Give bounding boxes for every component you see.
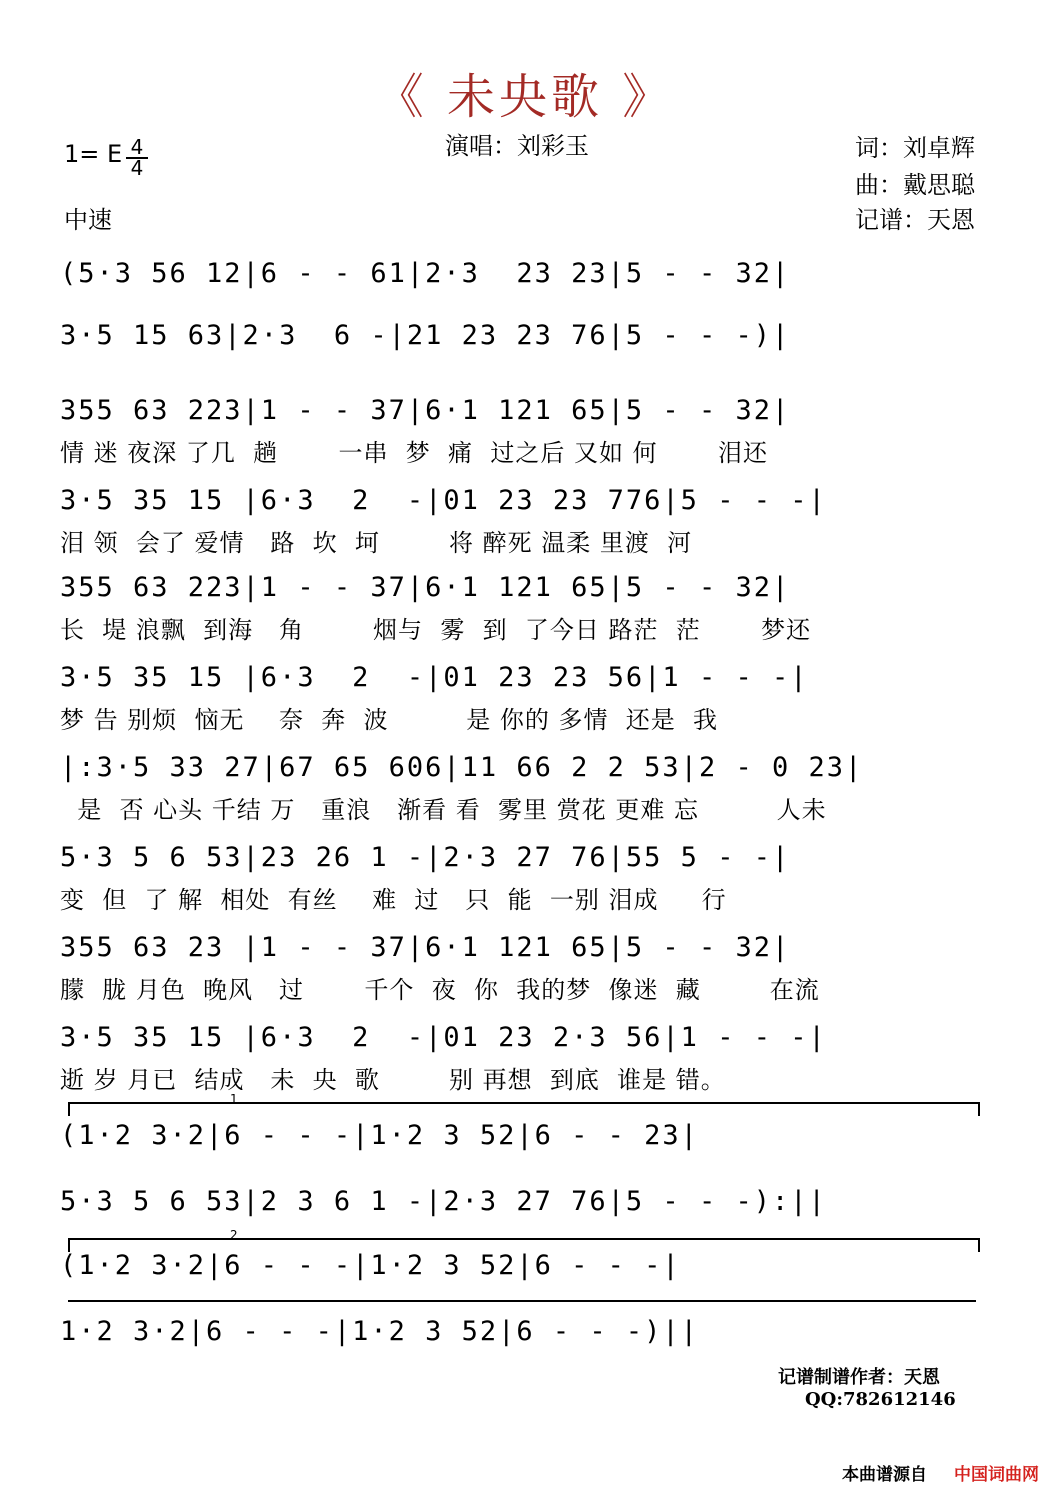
footer-credit: 记谱制谱作者：天恩 — [778, 1367, 940, 1388]
score-notes: 3·5 35 15 |6·3 2 -|01 23 23 56|1 - - -| — [60, 662, 809, 693]
song-title: 《 未央歌 》 — [375, 69, 675, 125]
score-row — [60, 1186, 990, 1246]
score-row — [60, 932, 990, 1004]
score-notes: 3·5 15 63|2·3 6 -|21 23 23 76|5 - - -)| — [60, 320, 791, 351]
score-notes: 355 63 23 |1 - - 37|6·1 121 65|5 - - 32| — [60, 932, 791, 963]
source-label: 本曲谱源自 — [842, 1465, 927, 1485]
score-notes: (1·2 3·2|6 - - -|1·2 3 52|6 - - -| — [60, 1250, 681, 1281]
volta-number-1: 1 — [230, 1092, 238, 1106]
volta-bracket-1 — [68, 1092, 980, 1116]
score-notes: 3·5 35 15 |6·3 2 -|01 23 23 776|5 - - -| — [60, 485, 827, 516]
score-row — [60, 1120, 990, 1180]
time-signature — [126, 135, 148, 180]
score-lyrics: 情 迷 夜深 了几 趟 一串 梦 痛 过之后 又如 何 泪还 — [60, 439, 768, 467]
score-lyrics: 朦 胧 月色 晚风 过 千个 夜 你 我的梦 像迷 藏 在流 — [60, 976, 820, 1004]
score-lyrics: 是 否 心头 千结 万 重浪 渐看 看 雾里 赏花 更难 忘 人未 — [60, 796, 827, 824]
score-lyrics: 变 但 了 解 相处 有丝 难 过 只 能 一别 泪成 行 — [60, 886, 727, 914]
score-notes: 355 63 223|1 - - 37|6·1 121 65|5 - - 32| — [60, 395, 791, 426]
score-notes: |:3·5 33 27|67 65 606|11 66 2 2 53|2 - 0 23| — [60, 752, 864, 783]
score-row — [60, 258, 990, 318]
time-signature-top: 4 — [130, 135, 144, 159]
score-row — [60, 572, 990, 644]
score-lyrics: 泪 领 会了 爱情 路 坎 坷 将 醉死 温柔 里渡 河 — [60, 529, 693, 557]
score-row — [60, 1022, 990, 1094]
score-notes: 5·3 5 6 53|2 3 6 1 -|2·3 27 76|5 - - -):|| — [60, 1186, 827, 1217]
score-notes: (1·2 3·2|6 - - -|1·2 3 52|6 - - 23| — [60, 1120, 699, 1151]
score-notes: 1·2 3·2|6 - - -|1·2 3 52|6 - - -)|| — [60, 1316, 699, 1347]
score-notes: 355 63 223|1 - - 37|6·1 121 65|5 - - 32| — [60, 572, 791, 603]
score-row — [60, 485, 990, 557]
composer-credit: 曲：戴思聪 — [855, 171, 975, 199]
key-signature: 1= E — [64, 140, 123, 168]
score-lyrics: 长 堤 浪飘 到海 角 烟与 雾 到 了今日 路茫 茫 梦还 — [60, 616, 812, 644]
volta-bracket-line — [68, 1300, 976, 1302]
score-row — [60, 752, 990, 824]
score-row — [60, 320, 990, 380]
score-notes: (5·3 56 12|6 - - 61|2·3 23 23|5 - - 32| — [60, 258, 791, 289]
singer-credit: 演唱：刘彩玉 — [445, 132, 589, 160]
volta-number-2: 2 — [230, 1228, 238, 1242]
source-site-link[interactable]: 中国词曲网 — [954, 1465, 1039, 1485]
lyricist-credit: 词：刘卓辉 — [855, 134, 975, 162]
score-row — [60, 662, 990, 734]
transcriber-credit: 记谱：天恩 — [855, 206, 975, 234]
score-lyrics: 梦 告 别烦 恼无 奈 奔 波 是 你的 多情 还是 我 — [60, 706, 718, 734]
footer-qq: QQ:782612146 — [805, 1389, 956, 1410]
tempo-marking: 中速 — [64, 206, 112, 234]
score-row — [60, 395, 990, 467]
score-row — [60, 842, 990, 914]
score-notes: 3·5 35 15 |6·3 2 -|01 23 2·3 56|1 - - -| — [60, 1022, 827, 1053]
time-signature-bottom: 4 — [126, 157, 148, 178]
score-lyrics: 逝 岁 月已 结成 未 央 歌 别 再想 到底 谁是 错。 — [60, 1066, 726, 1094]
score-notes: 5·3 5 6 53|23 26 1 -|2·3 27 76|55 5 - -| — [60, 842, 791, 873]
